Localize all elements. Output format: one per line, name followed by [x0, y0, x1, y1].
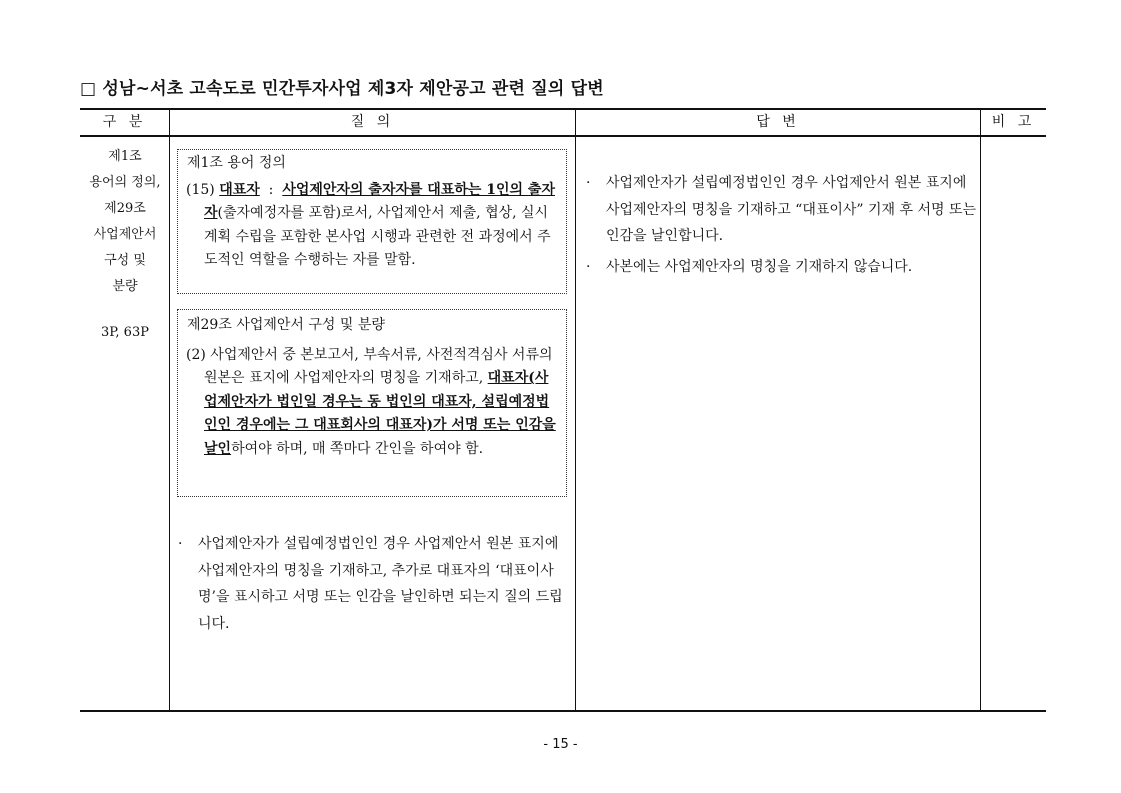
header-answer: 답 변 — [756, 114, 800, 130]
bullet-dot: · — [586, 175, 591, 191]
clause1-definition-bold: 사업제안자의 출자자를 대표하는 1인의 출자자 — [204, 181, 555, 221]
category-line: 용어의 정의, — [89, 175, 161, 190]
category-pages: 3P, 63P — [101, 325, 149, 340]
answer-body: 사업제안자가 설립예정법인인 경우 사업제안서 원본 표지에 사업제안자의 명칭을 기재하고 “대표이사” 기재 후 서명 또는 인감을 날인합니다. — [606, 175, 977, 244]
col-divider-1 — [169, 109, 170, 712]
question-text — [178, 531, 574, 637]
clause1-number: (15) — [186, 181, 215, 198]
clause1-term: 대표자 — [219, 181, 260, 198]
clause2-text-bold: 대표자(사업제안자가 법인일 경우는 동 법인의 대표자, 설립예정법인인 경우에는 그 대표회사의 대표자)가 서명 또는 인감을 날인 — [204, 370, 556, 457]
clause1-colon: : — [259, 181, 283, 198]
clause1-box — [177, 149, 567, 294]
header-remark: 비 고 — [991, 114, 1036, 130]
category-cell — [82, 144, 168, 300]
answer-item — [586, 254, 982, 281]
header-question: 질 의 — [350, 114, 395, 130]
clause2-heading: 제29조 사업제안서 구성 및 분량 — [187, 317, 385, 333]
clause2-text-before: 사업제안서 중 본보고서, 부속서류, 사전적격심사 서류의 원본은 표지에 사업제안자의 명칭을 기재하고, — [204, 346, 553, 386]
question-body: 사업제안자가 설립예정법인인 경우 사업제안서 원본 표지에 사업제안자의 명칭을 기재하고, 추가로 대표자의 ‘대표이사명’을 표시하고 서명 또는 인감을 날인하면 되는지 질의 드립니다. — [198, 536, 563, 632]
header-category: 구 분 — [102, 114, 147, 130]
category-line: 제29조 — [104, 201, 146, 216]
document-title: □ 성남~서초 고속도로 민간투자사업 제3자 제안공고 관련 질의 답변 — [80, 79, 604, 99]
answer-body: 사본에는 사업제안자의 명칭을 기재하지 않습니다. — [606, 259, 913, 275]
clause2-box — [177, 309, 567, 497]
table-bottom-border — [80, 710, 1046, 712]
clause2-item — [178, 344, 566, 462]
clause1-heading: 제1조 용어 정의 — [187, 155, 286, 171]
table-top-border — [80, 108, 1046, 110]
clause2-text-after: 하여야 하며, 매 쪽마다 간인을 하여야 함. — [231, 440, 484, 457]
clause1-item — [178, 179, 566, 273]
page-number: - 15 - — [543, 737, 578, 752]
category-line: 분량 — [112, 279, 138, 294]
bullet-dot: · — [178, 536, 183, 552]
col-divider-2 — [575, 109, 576, 712]
header-divider — [80, 135, 1046, 137]
clause1-definition-rest: (출자예정자를 포함)로서, 사업제안서 제출, 협상, 실시계획 수립을 포함한 본사업 시행과 관련한 전 과정에서 주도적인 역할을 수행하는 자를 말함. — [204, 205, 551, 268]
category-line: 구성 및 — [104, 253, 146, 268]
answer-item — [586, 170, 982, 250]
clause2-number: (2) — [186, 346, 206, 363]
category-line: 제1조 — [108, 149, 142, 164]
bullet-dot: · — [586, 259, 591, 275]
category-line: 사업제안서 — [93, 227, 157, 242]
